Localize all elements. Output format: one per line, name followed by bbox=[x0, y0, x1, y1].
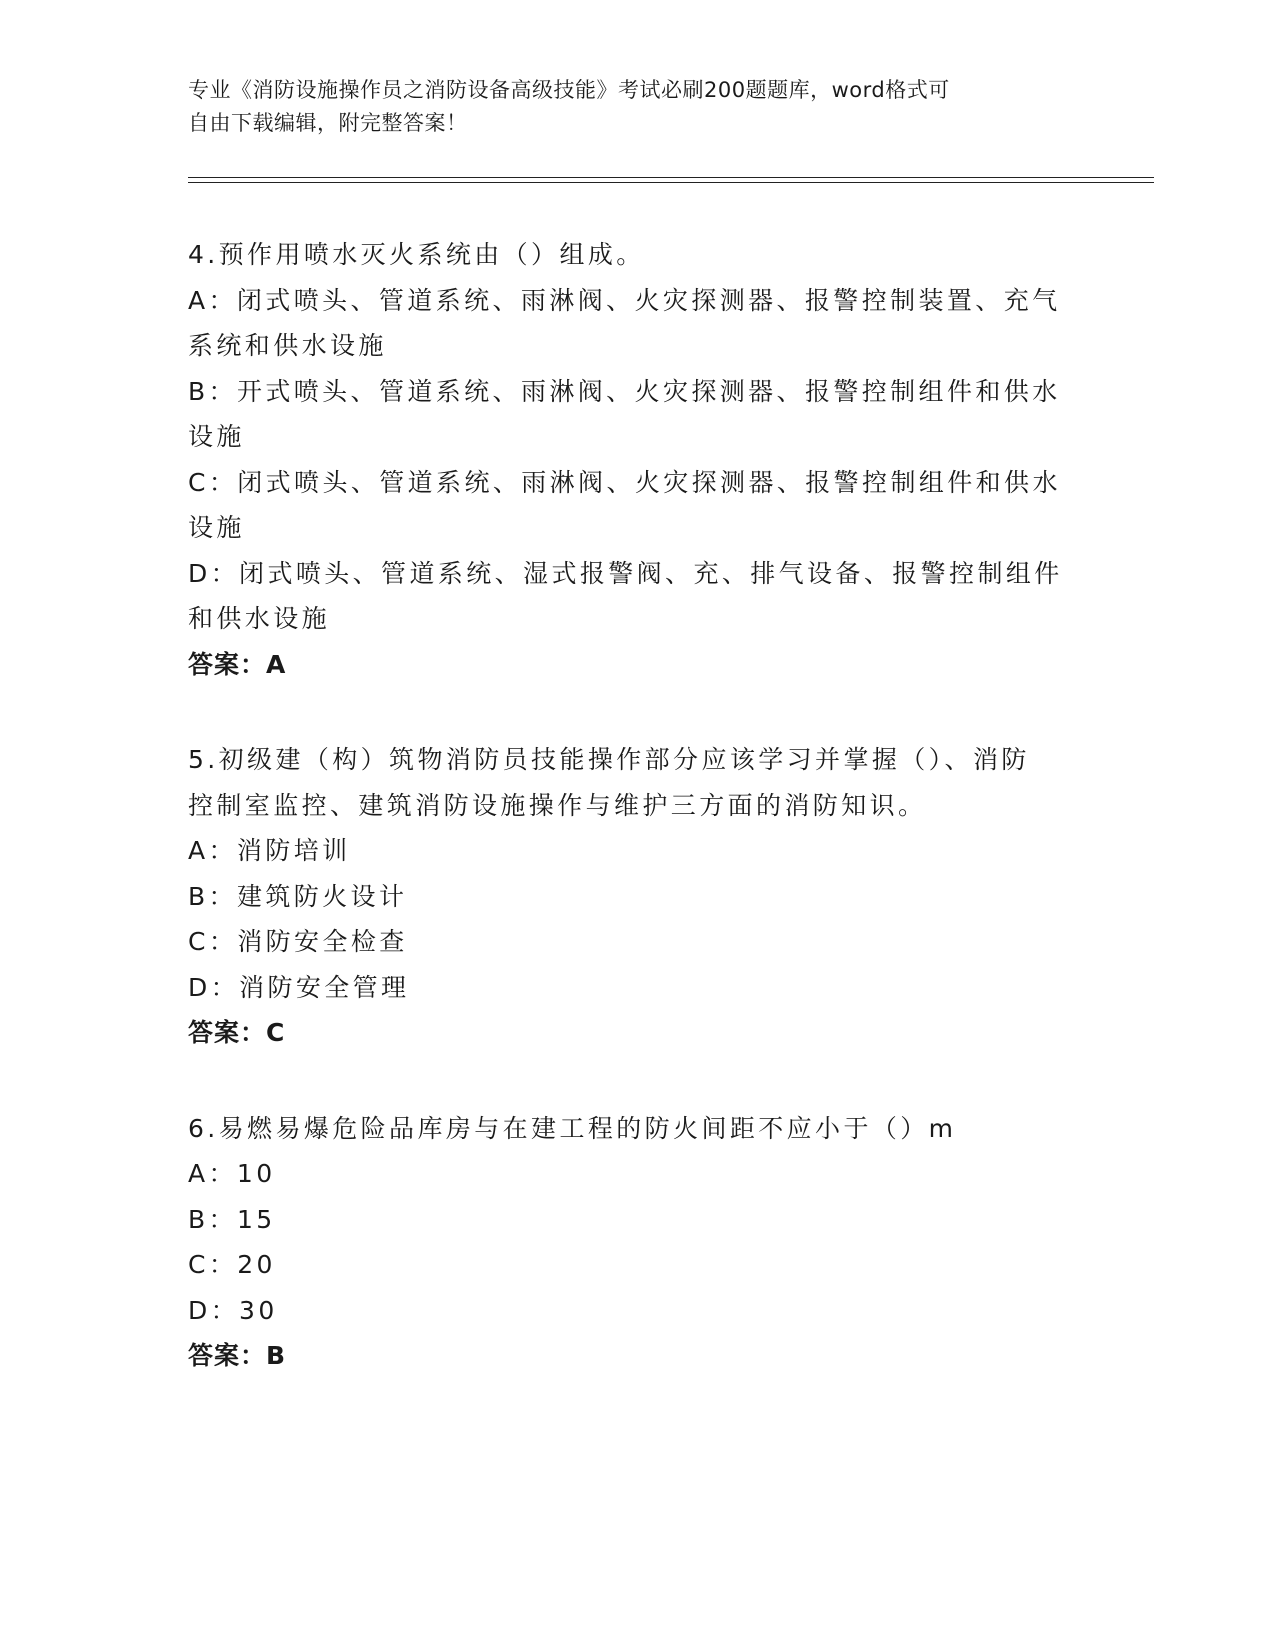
answer: 答案：B bbox=[188, 1341, 287, 1370]
option-a: A：闭式喷头、管道系统、雨淋阀、火灾探测器、报警控制装置、充气 bbox=[188, 285, 1061, 315]
option-a: A：10 bbox=[188, 1159, 276, 1188]
question-stem: 6.易燃易爆危险品库房与在建工程的防火间距不应小于（）m bbox=[188, 1113, 957, 1143]
option-a: A：消防培训 bbox=[188, 836, 351, 865]
option-b: B：15 bbox=[188, 1204, 276, 1234]
option-a-continuation: 系统和供水设施 bbox=[188, 331, 387, 360]
header-divider-bottom bbox=[188, 182, 1154, 183]
option-c: C：20 bbox=[188, 1250, 276, 1279]
option-d: D：闭式喷头、管道系统、湿式报警阀、充、排气设备、报警控制组件 bbox=[188, 558, 1063, 588]
option-b: B：开式喷头、管道系统、雨淋阀、火灾探测器、报警控制组件和供水 bbox=[188, 376, 1061, 406]
header-line-1: 专业《消防设施操作员之消防设备高级技能》考试必刷200题题库，word格式可 bbox=[188, 78, 950, 102]
question-list bbox=[188, 232, 1088, 1379]
question-stem: 4.预作用喷水灭火系统由（）组成。 bbox=[188, 240, 645, 269]
header-line-2: 自由下载编辑，附完整答案！ bbox=[188, 111, 468, 135]
option-b: B：建筑防火设计 bbox=[188, 881, 408, 911]
option-b-continuation: 设施 bbox=[188, 422, 245, 451]
option-d-continuation: 和供水设施 bbox=[188, 604, 331, 633]
question-item bbox=[188, 737, 1088, 1056]
option-c: C：闭式喷头、管道系统、雨淋阀、火灾探测器、报警控制组件和供水 bbox=[188, 467, 1061, 497]
option-c: C：消防安全检查 bbox=[188, 927, 408, 956]
question-stem-continuation: 控制室监控、建筑消防设施操作与维护三方面的消防知识。 bbox=[188, 790, 927, 820]
document-header bbox=[188, 74, 1068, 140]
question-stem: 5.初级建（构）筑物消防员技能操作部分应该学习并掌握（）、消防 bbox=[188, 745, 1030, 774]
option-d: D：消防安全管理 bbox=[188, 972, 410, 1002]
answer: 答案：A bbox=[188, 649, 287, 679]
option-c-continuation: 设施 bbox=[188, 513, 245, 542]
answer: 答案：C bbox=[188, 1018, 286, 1047]
header-divider-top bbox=[188, 177, 1154, 178]
option-d: D：30 bbox=[188, 1295, 278, 1325]
question-item bbox=[188, 232, 1088, 687]
question-item bbox=[188, 1106, 1088, 1379]
